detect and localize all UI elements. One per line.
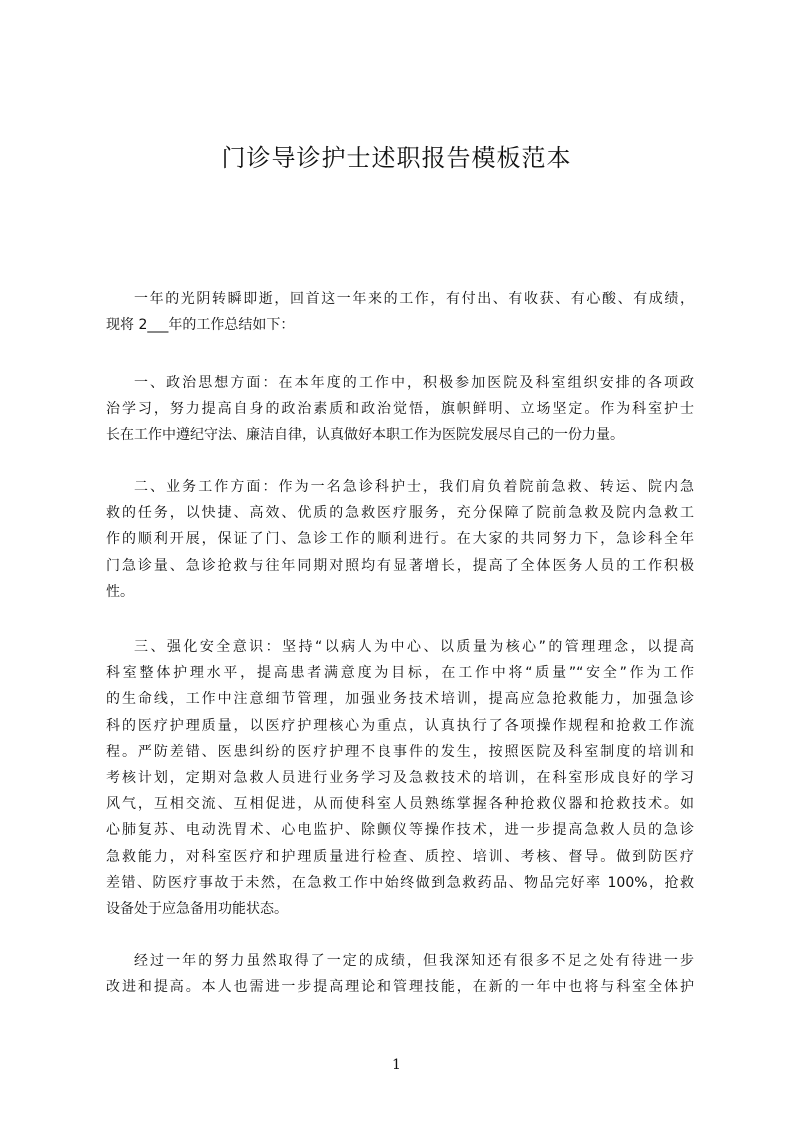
paragraph-line: 一、政治思想方面：在本年度的工作中，积极参加医院及科室组织安排的各项政 <box>134 375 694 391</box>
paragraph-line: 设备处于应急备用功能状态。 <box>106 901 288 918</box>
paragraph-business <box>106 474 694 605</box>
paragraph-intro <box>106 286 694 338</box>
paragraph-line: 风气，互相交流、互相促进，从而使科室人员熟练掌握各种抢救仪器和抢救技术。如 <box>106 796 694 813</box>
paragraph-line: 的生命线，工作中注意细节管理，加强业务技术培训，提高应急抢救能力，加强急诊 <box>106 691 694 708</box>
paragraph-line: 经过一年的努力虽然取得了一定的成绩，但我深知还有很多不足之处有待进一步 <box>134 953 694 969</box>
paragraph-line: 科室整体护理水平，提高患者满意度为目标，在工作中将“质量”“安全”作为工作 <box>106 665 694 682</box>
paragraph-line: 治学习，努力提高自身的政治素质和政治觉悟，旗帜鲜明、立场坚定。作为科室护士 <box>106 401 694 418</box>
paragraph-line: 急救能力，对科室医疗和护理质量进行检查、质控、培训、考核、督导。做到防医疗 <box>106 848 694 865</box>
paragraph-line: 作的顺利开展，保证了门、急诊工作的顺利进行。在大家的共同努力下，急诊科全年 <box>106 531 694 548</box>
paragraph-political <box>106 370 694 449</box>
paragraph-line: 程。严防差错、医患纠纷的医疗护理不良事件的发生，按照医院及科室制度的培训和 <box>106 743 694 760</box>
paragraph-line: 一年的光阴转瞬即逝，回首这一年来的工作，有付出、有收获、有心酸、有成绩， <box>134 291 694 307</box>
paragraph-safety <box>106 634 694 922</box>
paragraph-line: 长在工作中遵纪守法、廉洁自律，认真做好本职工作为医院发展尽自己的一份力量。 <box>106 427 624 444</box>
paragraph-line: 改进和提高。本人也需进一步提高理论和管理技能，在新的一年中也将与科室全体护 <box>106 979 694 996</box>
paragraph-line: 考核计划，定期对急救人员进行业务学习及急救技术的培训，在科室形成良好的学习 <box>106 770 694 787</box>
paragraph-line: 三、强化安全意识：坚持“以病人为中心、以质量为核心”的管理理念，以提高 <box>134 639 694 655</box>
paragraph-line: 现将 2___年的工作总结如下： <box>106 317 295 334</box>
paragraph-line: 科的医疗护理质量，以医疗护理核心为重点，认真执行了各项操作规程和抢救工作流 <box>106 717 694 734</box>
paragraph-line: 救的任务，以快捷、高效、优质的急救医疗服务，充分保障了院前急救及院内急救工 <box>106 505 694 522</box>
paragraph-line: 门急诊量、急诊抢救与往年同期对照均有显著增长，提高了全体医务人员的工作积极 <box>106 557 694 574</box>
paragraph-conclusion <box>106 948 694 1000</box>
paragraph-line: 心肺复苏、电动洗胃术、心电监护、除颤仪等操作技术，进一步提高急救人员的急诊 <box>106 822 694 839</box>
paragraph-line: 性。 <box>106 583 134 600</box>
paragraph-line: 差错、防医疗事故于未然，在急救工作中始终做到急救药品、物品完好率 100%，抢救 <box>106 874 694 891</box>
paragraph-line: 二、业务工作方面：作为一名急诊科护士，我们肩负着院前急救、转运、院内急 <box>134 479 694 495</box>
document-title: 门诊导诊护士述职报告模板范本 <box>221 144 572 172</box>
page-number: 1 <box>392 1057 401 1073</box>
